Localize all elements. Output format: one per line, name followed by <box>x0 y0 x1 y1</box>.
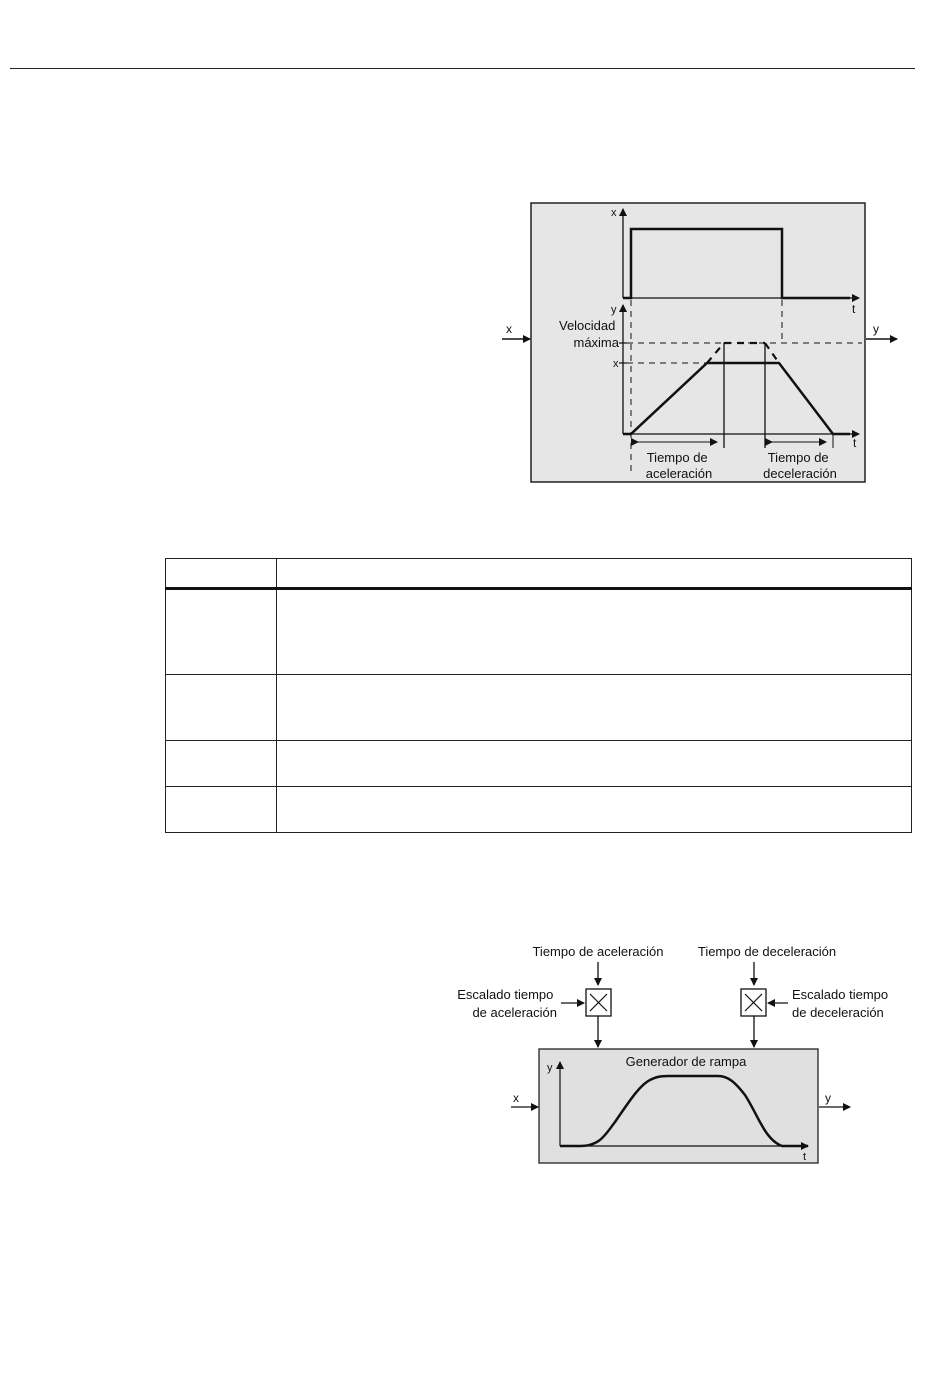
table-cell <box>277 787 912 833</box>
input-label: x <box>506 322 512 336</box>
table-row <box>166 787 912 833</box>
upper-t-axis-label: t <box>852 302 856 316</box>
generator-output-label: y <box>825 1091 831 1105</box>
table-cell <box>166 589 277 675</box>
ramp-generator-diagram <box>440 935 915 1170</box>
accel-time-input-label: Tiempo de aceleración <box>532 944 664 959</box>
table-cell <box>166 741 277 787</box>
header-rule <box>10 68 915 69</box>
upper-y-axis-label: x <box>611 207 617 219</box>
output-label: y <box>873 322 879 336</box>
table-cell <box>277 589 912 675</box>
table-cell <box>277 675 912 741</box>
table-row <box>166 675 912 741</box>
table-header-cell <box>166 559 277 589</box>
generator-t-axis-label: t <box>803 1151 807 1163</box>
parameter-table <box>165 558 912 833</box>
ramp-function-diagram <box>495 195 905 490</box>
accel-time-label: Tiempo de aceleración <box>645 450 713 481</box>
table-cell <box>166 787 277 833</box>
decel-multiplier-block <box>741 989 766 1016</box>
accel-multiplier-block <box>586 989 611 1016</box>
decel-time-input-label: Tiempo de deceleración <box>697 944 837 959</box>
level-x-label: x <box>613 358 619 370</box>
generator-y-axis-label: y <box>547 1062 553 1074</box>
table-header-row <box>166 559 912 589</box>
accel-scaling-label: Escalado tiempo de aceleración <box>457 987 557 1020</box>
table-row <box>166 589 912 675</box>
lower-y-axis-label: y <box>611 304 617 316</box>
table-row <box>166 741 912 787</box>
table-cell <box>166 675 277 741</box>
table-cell <box>277 741 912 787</box>
lower-t-axis-label: t <box>853 436 857 450</box>
ramp-generator-title: Generador de rampa <box>625 1054 747 1069</box>
decel-scaling-label: Escalado tiempo de deceleración <box>792 987 889 1020</box>
max-speed-label: Velocidad máxima <box>558 318 619 350</box>
generator-input-label: x <box>513 1091 519 1105</box>
decel-time-label: Tiempo de deceleración <box>763 450 837 481</box>
table-header-cell <box>277 559 912 589</box>
